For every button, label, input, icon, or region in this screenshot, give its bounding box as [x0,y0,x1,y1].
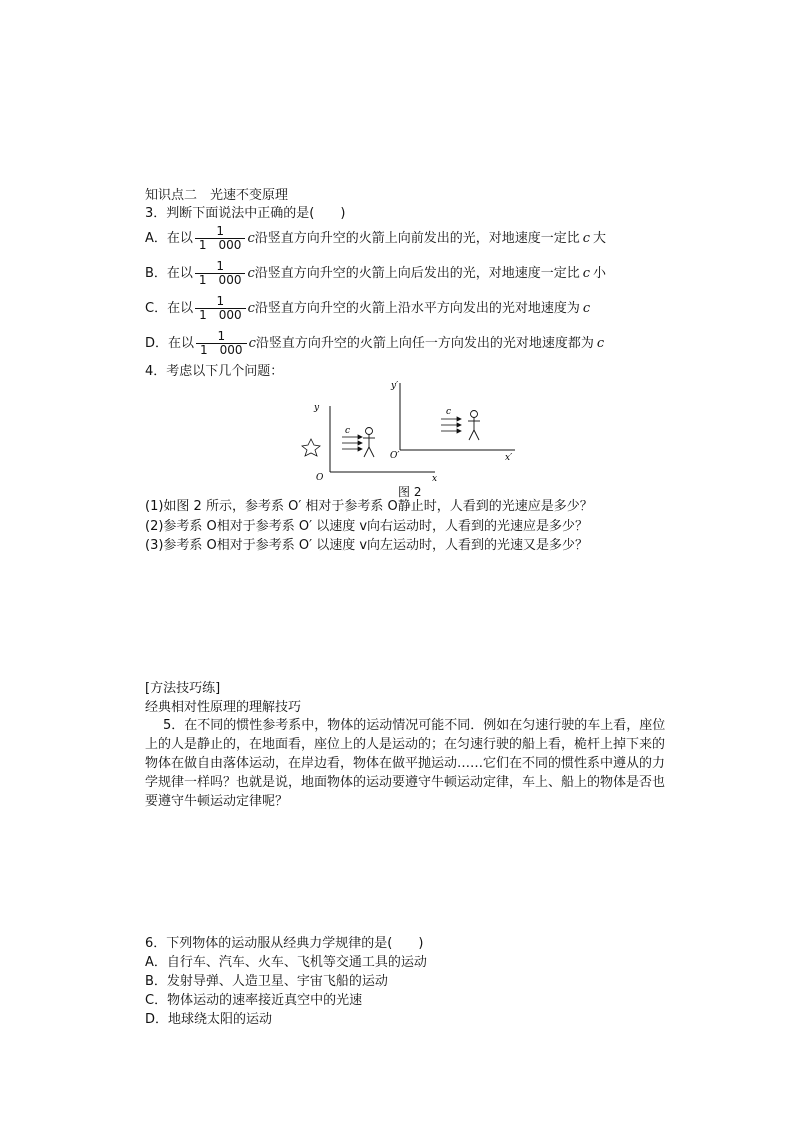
fraction-denominator: 1 000 [195,273,246,287]
symbol-c: c [247,265,255,281]
symbol-c: c [247,230,255,246]
figure-svg [300,378,530,488]
option-text: 沿竖直方向升空的火箭上向前发出的光，对地速度一定比 [254,230,580,246]
label-c1: c [345,426,351,436]
symbol-c: c [596,335,605,351]
q5-line: 上的人是静止的，在地面看，座位上的人是运动的；在匀速行驶的船上看，桅杆上掉下来的 [145,737,666,752]
fraction [196,330,247,357]
methods-heading: [方法技巧练] [145,681,221,696]
fraction [195,225,246,252]
option-label: B．在以 [145,265,193,281]
option-label: C．在以 [145,300,194,316]
fraction [195,260,246,287]
symbol-c: c [582,300,591,316]
symbol-c: c [582,265,591,281]
option-text: 沿竖直方向升空的火箭上沿水平方向发出的光对地速度为 [254,300,580,316]
q3-option-d [145,330,607,357]
q4-sub2: (2)参考系 O相对于参考系 O′ 以速度 v向右运动时，人看到的光速应是多少？ [145,519,589,534]
symbol-c: c [247,300,255,316]
q5-line: 5．在不同的惯性参考系中，物体的运动情况可能不同．例如在匀速行驶的车上看，座位 [163,718,666,733]
methods-subheading: 经典相对性原理的理解技巧 [145,700,302,715]
q5-line: 学规律一样吗？也就是说，地面物体的运动要遵守牛顿运动定律，车上、船上的物体是否也 [145,775,666,790]
option-text: 沿竖直方向升空的火箭上向后发出的光，对地速度一定比 [254,265,580,281]
fraction [195,295,246,322]
q4-sub1: (1)如图 2 所示，参考系 O′ 相对于参考系 O静止时，人看到的光速应是多少？ [145,499,593,514]
fraction-numerator: 1 [217,329,226,343]
label-y-prime: y′ [391,381,399,391]
label-o: O [316,473,324,483]
q6-option-c: C．物体运动的速率接近真空中的光速 [145,993,363,1008]
label-x: x [432,474,438,484]
figure-caption: 图 2 [398,485,422,499]
fraction-denominator: 1 000 [195,308,246,322]
q4-sub3: (3)参考系 O相对于参考系 O′ 以速度 v向左运动时，人看到的光速又是多少？ [145,538,589,553]
option-label: D．在以 [145,335,195,351]
q6-option-b: B．发射导弹、人造卫星、宇宙飞船的运动 [145,974,388,989]
section-title: 知识点二 光速不变原理 [145,188,289,203]
light-arrows-o [342,435,362,451]
fraction-numerator: 1 [216,259,225,273]
reference-frame-figure [300,378,530,488]
label-x-prime: x′ [505,453,513,463]
option-tail: 大 [593,230,607,246]
light-source-icon [302,439,320,456]
label-c2: c [446,407,452,417]
label-o-prime: O′ [390,451,400,461]
q4-stem: 4．考虑以下几个问题： [145,364,284,379]
symbol-c: c [248,335,256,351]
fraction-denominator: 1 000 [195,238,246,252]
fraction-denominator: 1 000 [196,343,247,357]
option-label: A．在以 [145,230,193,246]
q6-option-d: D．地球绕太阳的运动 [145,1012,273,1027]
label-y: y [314,403,320,413]
q3-option-c [145,295,593,322]
fraction-numerator: 1 [216,224,224,238]
q3-option-a [145,225,606,252]
q5-line: 物体在做自由落体运动，在岸边看，物体在做平抛运动……它们在不同的惯性系中遵从的力 [145,756,666,771]
q3-stem: 3．判断下面说法中正确的是( ) [145,206,346,221]
person-icon [468,411,480,441]
q6-option-a: A．自行车、汽车、火车、飞机等交通工具的运动 [145,955,427,970]
option-tail: 小 [593,265,607,281]
light-arrows-o-prime [441,417,461,433]
option-text: 沿竖直方向升空的火箭上向任一方向发出的光对地速度都为 [255,335,594,351]
symbol-c: c [582,230,591,246]
person-icon [363,428,375,458]
fraction-numerator: 1 [216,294,225,308]
q3-option-b [145,260,606,287]
q5-line: 要遵守牛顿运动定律呢？ [145,794,289,809]
q6-stem: 6．下列物体的运动服从经典力学规律的是( ) [145,936,424,951]
